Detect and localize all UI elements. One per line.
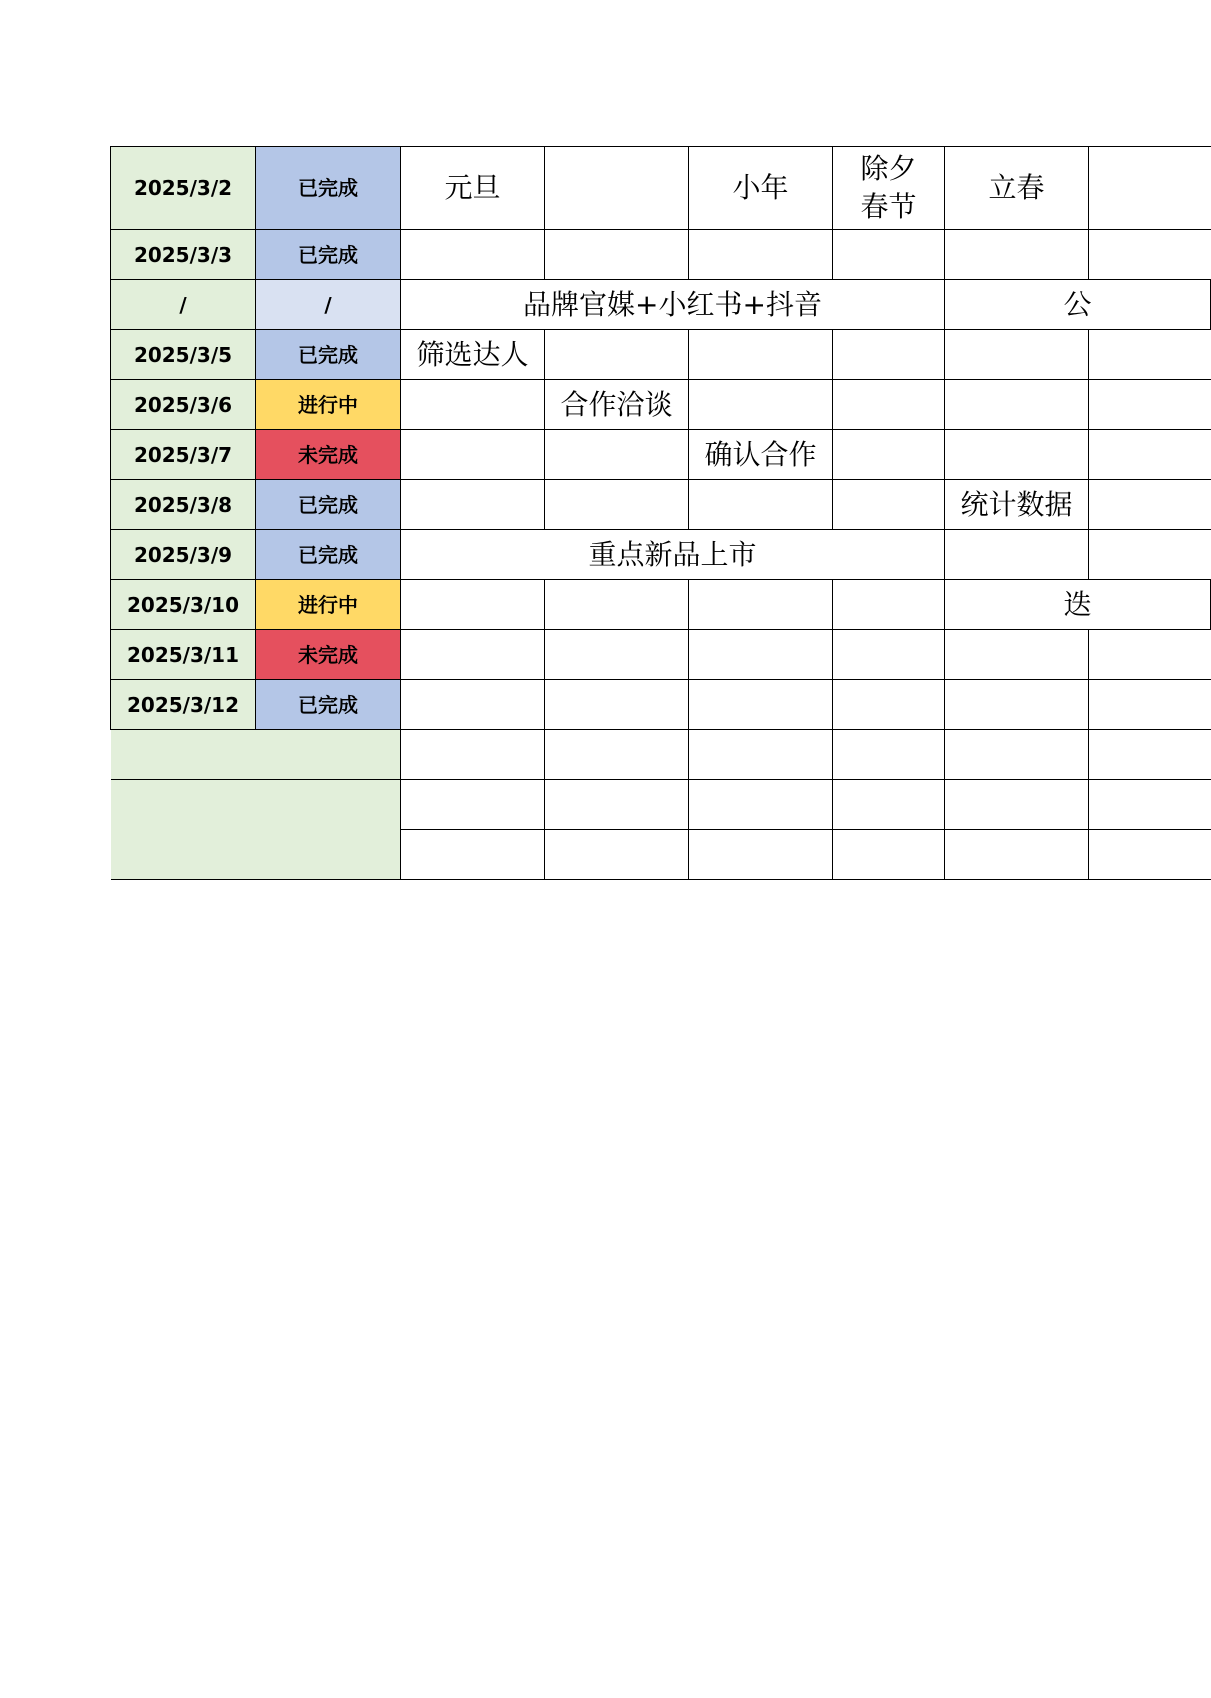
grid-cell[interactable] [945, 330, 1089, 380]
table-row [111, 730, 1211, 780]
grid-cell[interactable] [689, 630, 833, 680]
grid-cell[interactable] [833, 680, 945, 730]
status-cell[interactable]: 已完成 [256, 480, 401, 530]
grid-cell[interactable] [689, 480, 833, 530]
grid-cell[interactable] [401, 480, 545, 530]
grid-cell[interactable] [945, 730, 1089, 780]
spreadsheet-area [110, 146, 1092, 886]
grid-cell[interactable] [401, 780, 545, 830]
date-cell[interactable]: 2025/3/2 [111, 147, 256, 230]
holiday-cell[interactable]: 元旦 [401, 147, 545, 230]
overflow-text-cell[interactable]: 公 [945, 280, 1211, 330]
grid-cell[interactable] [689, 830, 833, 880]
date-cell[interactable]: 2025/3/3 [111, 230, 256, 280]
grid-cell[interactable] [833, 380, 945, 430]
table-row [111, 530, 1211, 580]
table-row [111, 147, 1211, 230]
grid-cell[interactable] [545, 330, 689, 380]
channel-span-cell[interactable]: 品牌官媒+小红书+抖音 [401, 280, 945, 330]
grid-cell[interactable] [833, 830, 945, 880]
status-cell[interactable]: 未完成 [256, 630, 401, 680]
grid-cell[interactable] [689, 330, 833, 380]
table-row [111, 280, 1211, 330]
grid-cell[interactable] [545, 230, 689, 280]
table-row [111, 430, 1211, 480]
launch-span-cell[interactable]: 重点新品上市 [401, 530, 945, 580]
grid-cell[interactable] [401, 830, 545, 880]
grid-cell[interactable] [545, 480, 689, 530]
status-cell[interactable]: 进行中 [256, 380, 401, 430]
grid-cell[interactable] [689, 780, 833, 830]
grid-cell[interactable] [1089, 630, 1211, 680]
grid-cell[interactable] [545, 430, 689, 480]
grid-cell[interactable] [689, 230, 833, 280]
grid-cell[interactable] [401, 380, 545, 430]
grid-cell[interactable] [945, 830, 1089, 880]
status-cell[interactable]: 已完成 [256, 530, 401, 580]
overflow-text-cell[interactable]: 迭 [945, 580, 1211, 630]
grid-cell[interactable] [689, 680, 833, 730]
date-cell[interactable]: 2025/3/7 [111, 430, 256, 480]
date-cell[interactable]: 2025/3/8 [111, 480, 256, 530]
grid-cell[interactable] [833, 330, 945, 380]
grid-cell[interactable] [1089, 330, 1211, 380]
grid-cell[interactable] [1089, 730, 1211, 780]
grid-cell[interactable] [945, 380, 1089, 430]
grid-cell[interactable] [833, 480, 945, 530]
grid-cell[interactable] [1089, 830, 1211, 880]
grid-cell[interactable] [401, 430, 545, 480]
grid-cell[interactable] [833, 730, 945, 780]
table-row [111, 330, 1211, 380]
status-cell[interactable]: 已完成 [256, 330, 401, 380]
grid-cell[interactable] [1089, 780, 1211, 830]
grid-cell[interactable] [945, 680, 1089, 730]
grid-cell[interactable] [945, 530, 1089, 580]
table-row [111, 680, 1211, 730]
grid-cell[interactable] [945, 230, 1089, 280]
date-cell[interactable]: 2025/3/9 [111, 530, 256, 580]
status-cell[interactable]: 已完成 [256, 147, 401, 230]
grid-cell[interactable] [1089, 430, 1211, 480]
grid-cell[interactable] [1089, 147, 1211, 230]
date-cell[interactable]: 2025/3/11 [111, 630, 256, 680]
grid-cell[interactable] [689, 580, 833, 630]
grid-cell[interactable] [401, 730, 545, 780]
holiday-cell[interactable]: 小年 [689, 147, 833, 230]
table-row [111, 480, 1211, 530]
holiday-cell[interactable] [545, 147, 689, 230]
task-cell[interactable]: 合作洽谈 [545, 380, 689, 430]
grid-cell[interactable] [401, 630, 545, 680]
grid-cell[interactable] [1089, 530, 1211, 580]
status-cell[interactable]: 未完成 [256, 430, 401, 480]
task-cell[interactable]: 统计数据 [945, 480, 1089, 530]
grid-cell[interactable] [945, 780, 1089, 830]
grid-cell[interactable] [945, 630, 1089, 680]
table-row [111, 830, 1211, 880]
status-cell[interactable]: / [256, 280, 401, 330]
grid-cell[interactable] [833, 780, 945, 830]
table-row [111, 230, 1211, 280]
holiday-text-line: 除夕 春节 [860, 152, 917, 223]
holiday-cell[interactable] [833, 147, 945, 230]
date-cell[interactable]: 2025/3/10 [111, 580, 256, 630]
grid-cell[interactable] [545, 680, 689, 730]
grid-cell[interactable] [1089, 480, 1211, 530]
date-cell[interactable]: / [111, 280, 256, 330]
date-cell[interactable]: 2025/3/12 [111, 680, 256, 730]
grid-cell[interactable] [401, 230, 545, 280]
grid-cell[interactable] [833, 630, 945, 680]
grid-cell[interactable] [545, 580, 689, 630]
grid-cell[interactable] [833, 230, 945, 280]
grid-cell[interactable] [545, 830, 689, 880]
empty-left-cell[interactable] [111, 830, 401, 880]
task-cell[interactable]: 确认合作 [689, 430, 833, 480]
grid-cell[interactable] [1089, 380, 1211, 430]
grid-cell[interactable] [545, 780, 689, 830]
table-row [111, 580, 1211, 630]
date-cell[interactable]: 2025/3/5 [111, 330, 256, 380]
empty-left-cell[interactable] [111, 730, 401, 780]
grid-cell[interactable] [545, 730, 689, 780]
table-row [111, 780, 1211, 830]
grid-cell[interactable] [401, 680, 545, 730]
empty-left-cell[interactable] [111, 780, 401, 830]
holiday-cell[interactable]: 立春 [945, 147, 1089, 230]
grid-cell[interactable] [945, 430, 1089, 480]
table-row [111, 380, 1211, 430]
grid-cell[interactable] [689, 380, 833, 430]
grid-cell[interactable] [833, 580, 945, 630]
grid-cell[interactable] [401, 580, 545, 630]
date-cell[interactable]: 2025/3/6 [111, 380, 256, 430]
grid-cell[interactable] [833, 430, 945, 480]
schedule-table [110, 146, 1211, 880]
table-row [111, 630, 1211, 680]
grid-cell[interactable] [545, 630, 689, 680]
grid-cell[interactable] [1089, 680, 1211, 730]
grid-cell[interactable] [1089, 230, 1211, 280]
status-cell[interactable]: 已完成 [256, 230, 401, 280]
status-cell[interactable]: 进行中 [256, 580, 401, 630]
grid-cell[interactable] [689, 730, 833, 780]
task-cell[interactable]: 筛选达人 [401, 330, 545, 380]
status-cell[interactable]: 已完成 [256, 680, 401, 730]
